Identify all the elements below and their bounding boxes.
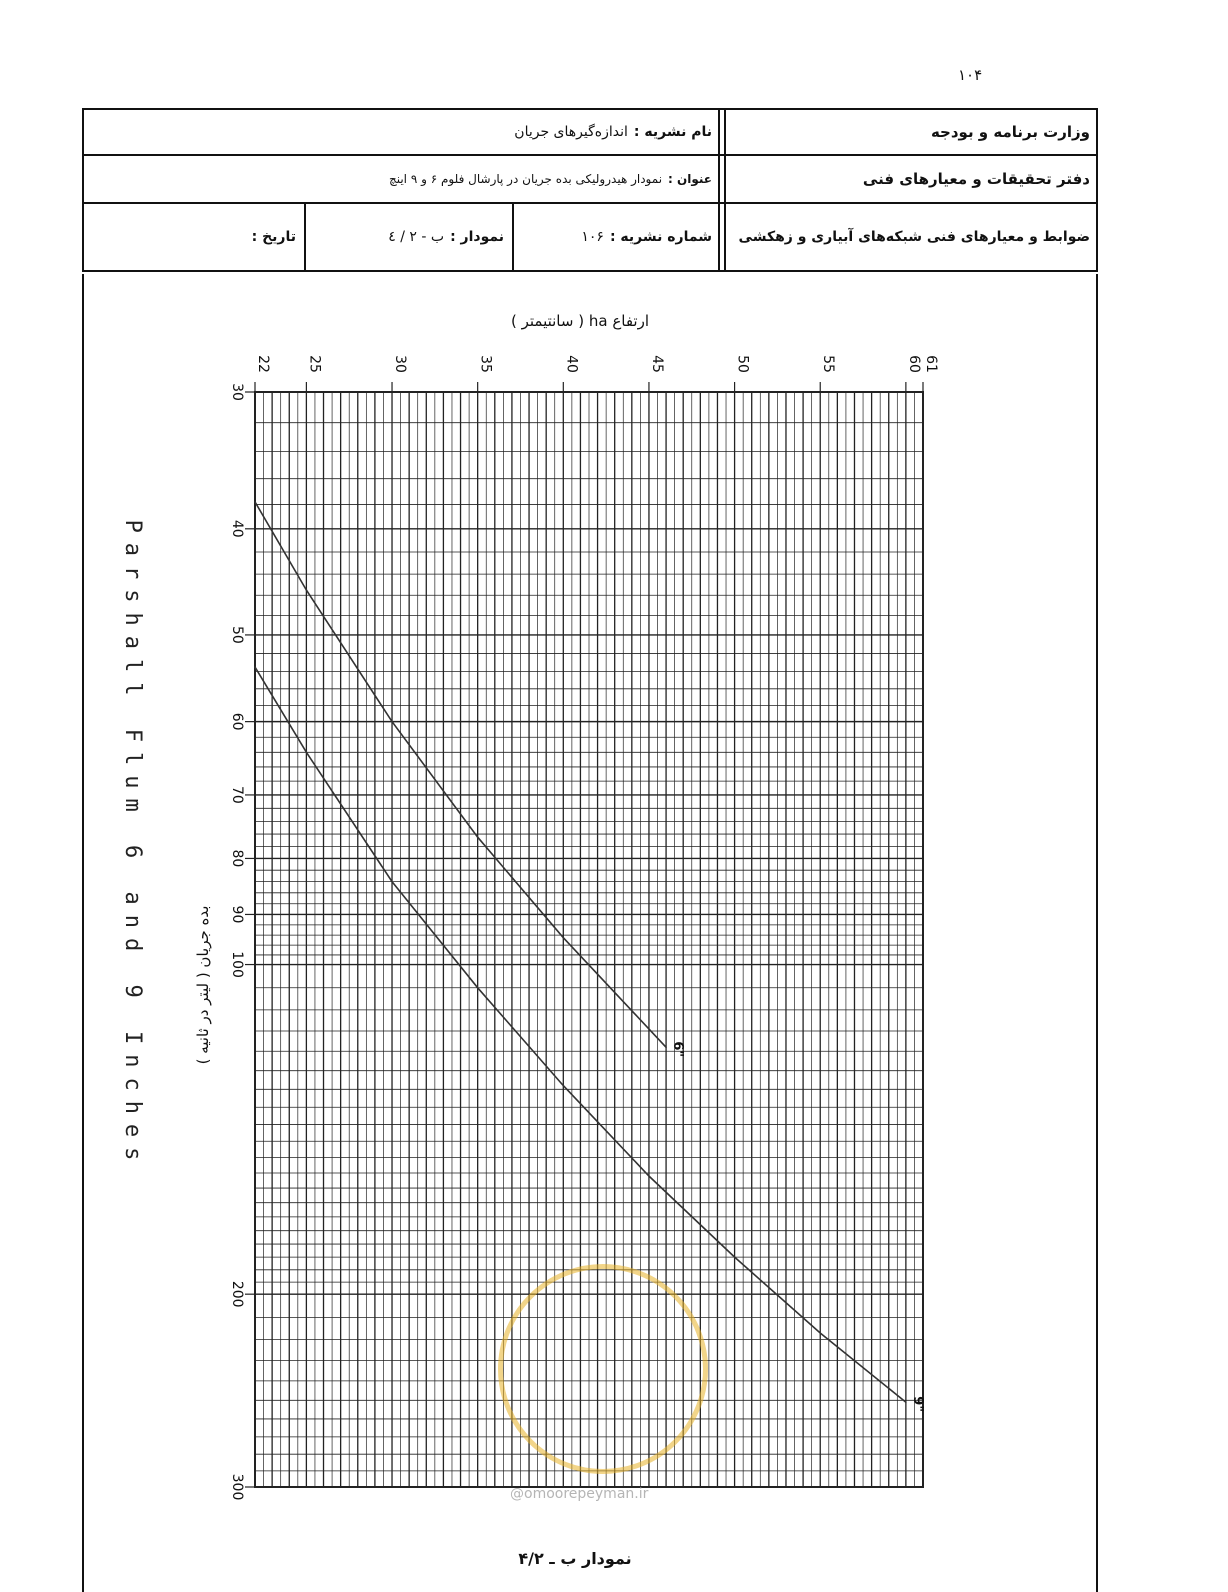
series-point bbox=[477, 836, 479, 838]
x-tick-label: 25 bbox=[306, 355, 323, 373]
publication-name-value: اندازه‌گیرهای جریان bbox=[514, 124, 628, 140]
series-point bbox=[648, 1028, 650, 1030]
x-tick-label: 22 bbox=[255, 355, 271, 373]
x-tick-label: 45 bbox=[648, 355, 665, 373]
series-point bbox=[905, 1401, 907, 1403]
x-tick-label: 60 bbox=[905, 355, 922, 373]
x-tick-label: 35 bbox=[477, 355, 494, 373]
ministry-name: وزارت برنامه و بودجه bbox=[930, 123, 1090, 141]
standards-name: ضوابط و معیارهای فنی شبکه‌های آبیاری و زهکشی bbox=[738, 229, 1090, 245]
publication-number-value: ۱۰۶ bbox=[581, 229, 604, 245]
y-axis-label: بده جریان ( لیتر در ثانیه ) bbox=[194, 905, 212, 1065]
page-number: ۱۰۴ bbox=[958, 66, 983, 84]
y-tick-label: 100 bbox=[229, 951, 245, 978]
y-tick-label: 60 bbox=[229, 712, 245, 731]
series-point bbox=[254, 666, 256, 668]
series-point bbox=[306, 589, 308, 591]
y-tick-label: 90 bbox=[229, 905, 245, 924]
x-tick-label: 30 bbox=[392, 355, 409, 373]
series-point bbox=[648, 1175, 650, 1177]
x-tick-label: 40 bbox=[563, 355, 580, 373]
y-tick-label: 30 bbox=[229, 383, 245, 401]
series-point bbox=[391, 881, 393, 883]
y-tick-label: 300 bbox=[229, 1473, 245, 1501]
series-point bbox=[477, 987, 479, 989]
office-name: دفتر تحقیقات و معیارهای فنی bbox=[862, 170, 1090, 188]
chart-caption: نمودار ب ـ ۴/۲ bbox=[518, 1549, 632, 1568]
watermark-text: @omoorepeyman.ir bbox=[510, 1486, 649, 1502]
x-tick-label: 55 bbox=[820, 355, 837, 373]
series-point bbox=[254, 501, 256, 503]
series-point bbox=[819, 1332, 821, 1334]
chart-number-label: نمودار : bbox=[450, 229, 504, 245]
date-label: تاریخ : bbox=[251, 229, 296, 245]
x-tick-label: 50 bbox=[734, 355, 751, 373]
series-point bbox=[306, 752, 308, 754]
title-label: عنوان : bbox=[668, 172, 712, 186]
publisher-stamp bbox=[498, 1264, 708, 1474]
x-axis-label: ارتفاع ha ( سانتیمتر ) bbox=[510, 312, 650, 330]
series-point bbox=[563, 937, 565, 939]
side-title: Parshall Flum 6 and 9 Inches bbox=[120, 519, 145, 1171]
publication-number-label: شماره نشریه : bbox=[609, 229, 712, 245]
series-point bbox=[665, 1046, 667, 1048]
series-point bbox=[563, 1085, 565, 1087]
series-point bbox=[391, 721, 393, 723]
y-tick-label: 200 bbox=[229, 1280, 245, 1308]
series-label: 6" bbox=[670, 1041, 686, 1058]
chart-number-value: ب - ۲ / ٤ bbox=[388, 229, 445, 245]
y-tick-label: 70 bbox=[229, 786, 245, 804]
series-point bbox=[734, 1256, 736, 1258]
y-tick-label: 50 bbox=[229, 626, 245, 644]
y-tick-label: 80 bbox=[229, 849, 245, 868]
publication-name-label: نام نشریه : bbox=[633, 124, 712, 140]
series-label: 9" bbox=[909, 1396, 925, 1413]
x-tick-label: 61 bbox=[923, 355, 939, 373]
title-value: نمودار هیدرولیکی بده جریان در پارشال فلوم ۶ و ۹ اینچ bbox=[388, 172, 663, 186]
y-tick-label: 40 bbox=[229, 519, 245, 538]
